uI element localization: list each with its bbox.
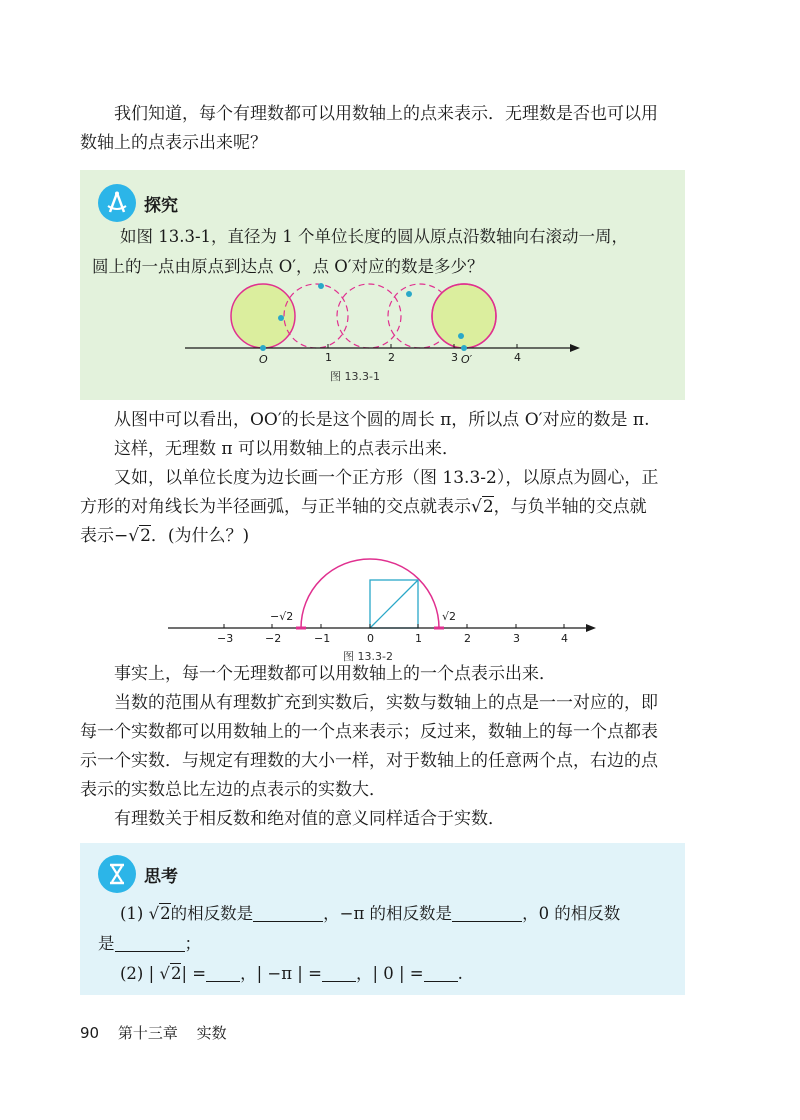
arrow-right-icon <box>570 344 580 352</box>
explore-title: 探究 <box>144 195 178 216</box>
tick-neg-3: −3 <box>217 632 234 645</box>
answer-blank-4[interactable] <box>206 963 240 982</box>
compass-icon <box>98 184 136 222</box>
body1-line-1: 从图中可以看出，OO′的长是这个圆的周长 π，所以点 O′对应的数是 π. <box>114 410 650 430</box>
body1-line-3: 又如，以单位长度为边长画一个正方形（图 13.3-2），以原点为圆心，正 <box>114 468 659 488</box>
tick-1: 1 <box>325 351 332 364</box>
body1-line-5: 表示−√2．(为什么？) <box>80 526 250 546</box>
answer-blank-1[interactable] <box>253 903 323 922</box>
figure-13-3-1 <box>80 274 685 394</box>
answer-blank-2[interactable] <box>452 903 522 922</box>
tick-3: 3 <box>451 351 458 364</box>
label-neg-sqrt2: −√2 <box>270 610 294 623</box>
figure-13-3-2 <box>160 548 800 668</box>
track-point-4 <box>458 333 464 339</box>
body2-line-4: 示一个实数．与规定有理数的大小一样，对于数轴上的任意两个点，右边的点 <box>80 751 658 771</box>
body2-line-5: 表示的实数总比左边的点表示的实数大． <box>80 780 386 800</box>
think-title: 思考 <box>144 866 178 887</box>
think-box <box>80 843 685 995</box>
body-paragraph-1 <box>80 406 690 551</box>
page-footer <box>80 1022 241 1043</box>
sqrt-2-radicand: 2 <box>482 497 494 517</box>
explore-box <box>80 170 685 400</box>
chapter-label: 第十三章 <box>117 1024 178 1042</box>
origin-point <box>260 345 266 351</box>
tick-2: 2 <box>388 351 395 364</box>
answer-blank-6[interactable] <box>424 963 458 982</box>
figure-caption-1: 图 13.3-1 <box>330 370 380 383</box>
arrow-right-icon-2 <box>586 624 596 632</box>
chapter-title: 实数 <box>196 1024 227 1042</box>
neg-sqrt-2-radicand: 2 <box>140 526 151 546</box>
answer-blank-5[interactable] <box>322 963 356 982</box>
think-q2: (2) | √2| = ，| −π | = ，| 0 | = . <box>120 964 463 983</box>
tick-o-prime: O′ <box>461 353 473 366</box>
o-prime-point <box>461 345 467 351</box>
track-point-3 <box>406 291 412 297</box>
tick-0: 0 <box>367 632 374 645</box>
explore-line-1: 如图 13.3-1，直径为 1 个单位长度的圆从原点沿数轴向右滚动一周， <box>120 227 629 246</box>
track-point-1 <box>278 315 284 321</box>
tick-pos-3: 3 <box>513 632 520 645</box>
answer-blank-3[interactable] <box>115 933 185 952</box>
think-q1: (1) √2的相反数是 ，−π 的相反数是 ，0 的相反数 <box>120 904 621 923</box>
think-header <box>98 855 178 893</box>
figure-caption-2: 图 13.3-2 <box>343 650 393 663</box>
rolling-circle-2 <box>337 284 401 348</box>
intro-paragraph <box>80 100 690 158</box>
tick-neg-2: −2 <box>265 632 282 645</box>
body-paragraph-2 <box>80 660 690 834</box>
hourglass-icon <box>98 855 136 893</box>
square-diagonal <box>370 580 418 628</box>
label-sqrt2: √2 <box>442 610 457 623</box>
intro-line-1: 我们知道，每个有理数都可以用数轴上的点来表示．无理数是否也可以用 <box>114 104 658 124</box>
body1-line-2: 这样，无理数 π 可以用数轴上的点表示出来． <box>114 439 459 459</box>
tick-neg-1: −1 <box>314 632 331 645</box>
page-number: 90 <box>80 1024 100 1042</box>
body2-line-1: 事实上，每一个无理数都可以用数轴上的一个点表示出来． <box>114 664 556 684</box>
track-point-2 <box>318 283 324 289</box>
body2-line-2: 当数的范围从有理数扩充到实数后，实数与数轴上的点是一一对应的，即 <box>114 693 658 713</box>
think-q1-cont: 是 ； <box>98 934 201 953</box>
intro-line-2: 数轴上的点表示出来呢？ <box>80 133 267 153</box>
explore-line-2: 圆上的一点由原点到达点 O′，点 O′对应的数是多少？ <box>92 257 484 276</box>
start-circle <box>231 284 295 348</box>
explore-text <box>92 222 629 282</box>
tick-pos-1: 1 <box>415 632 422 645</box>
explore-header <box>98 184 178 222</box>
body1-line-4: 方形的对角线长为半径画弧，与正半轴的交点就表示√2，与负半轴的交点就 <box>80 497 647 517</box>
body2-line-6: 有理数关于相反数和绝对值的意义同样适合于实数． <box>114 809 505 829</box>
tick-pos-4: 4 <box>561 632 568 645</box>
tick-O: O <box>259 353 268 366</box>
tick-4: 4 <box>514 351 521 364</box>
tick-pos-2: 2 <box>464 632 471 645</box>
body2-line-3: 每一个实数都可以用数轴上的一个点来表示；反过来，数轴上的每一个点都表 <box>80 722 658 742</box>
